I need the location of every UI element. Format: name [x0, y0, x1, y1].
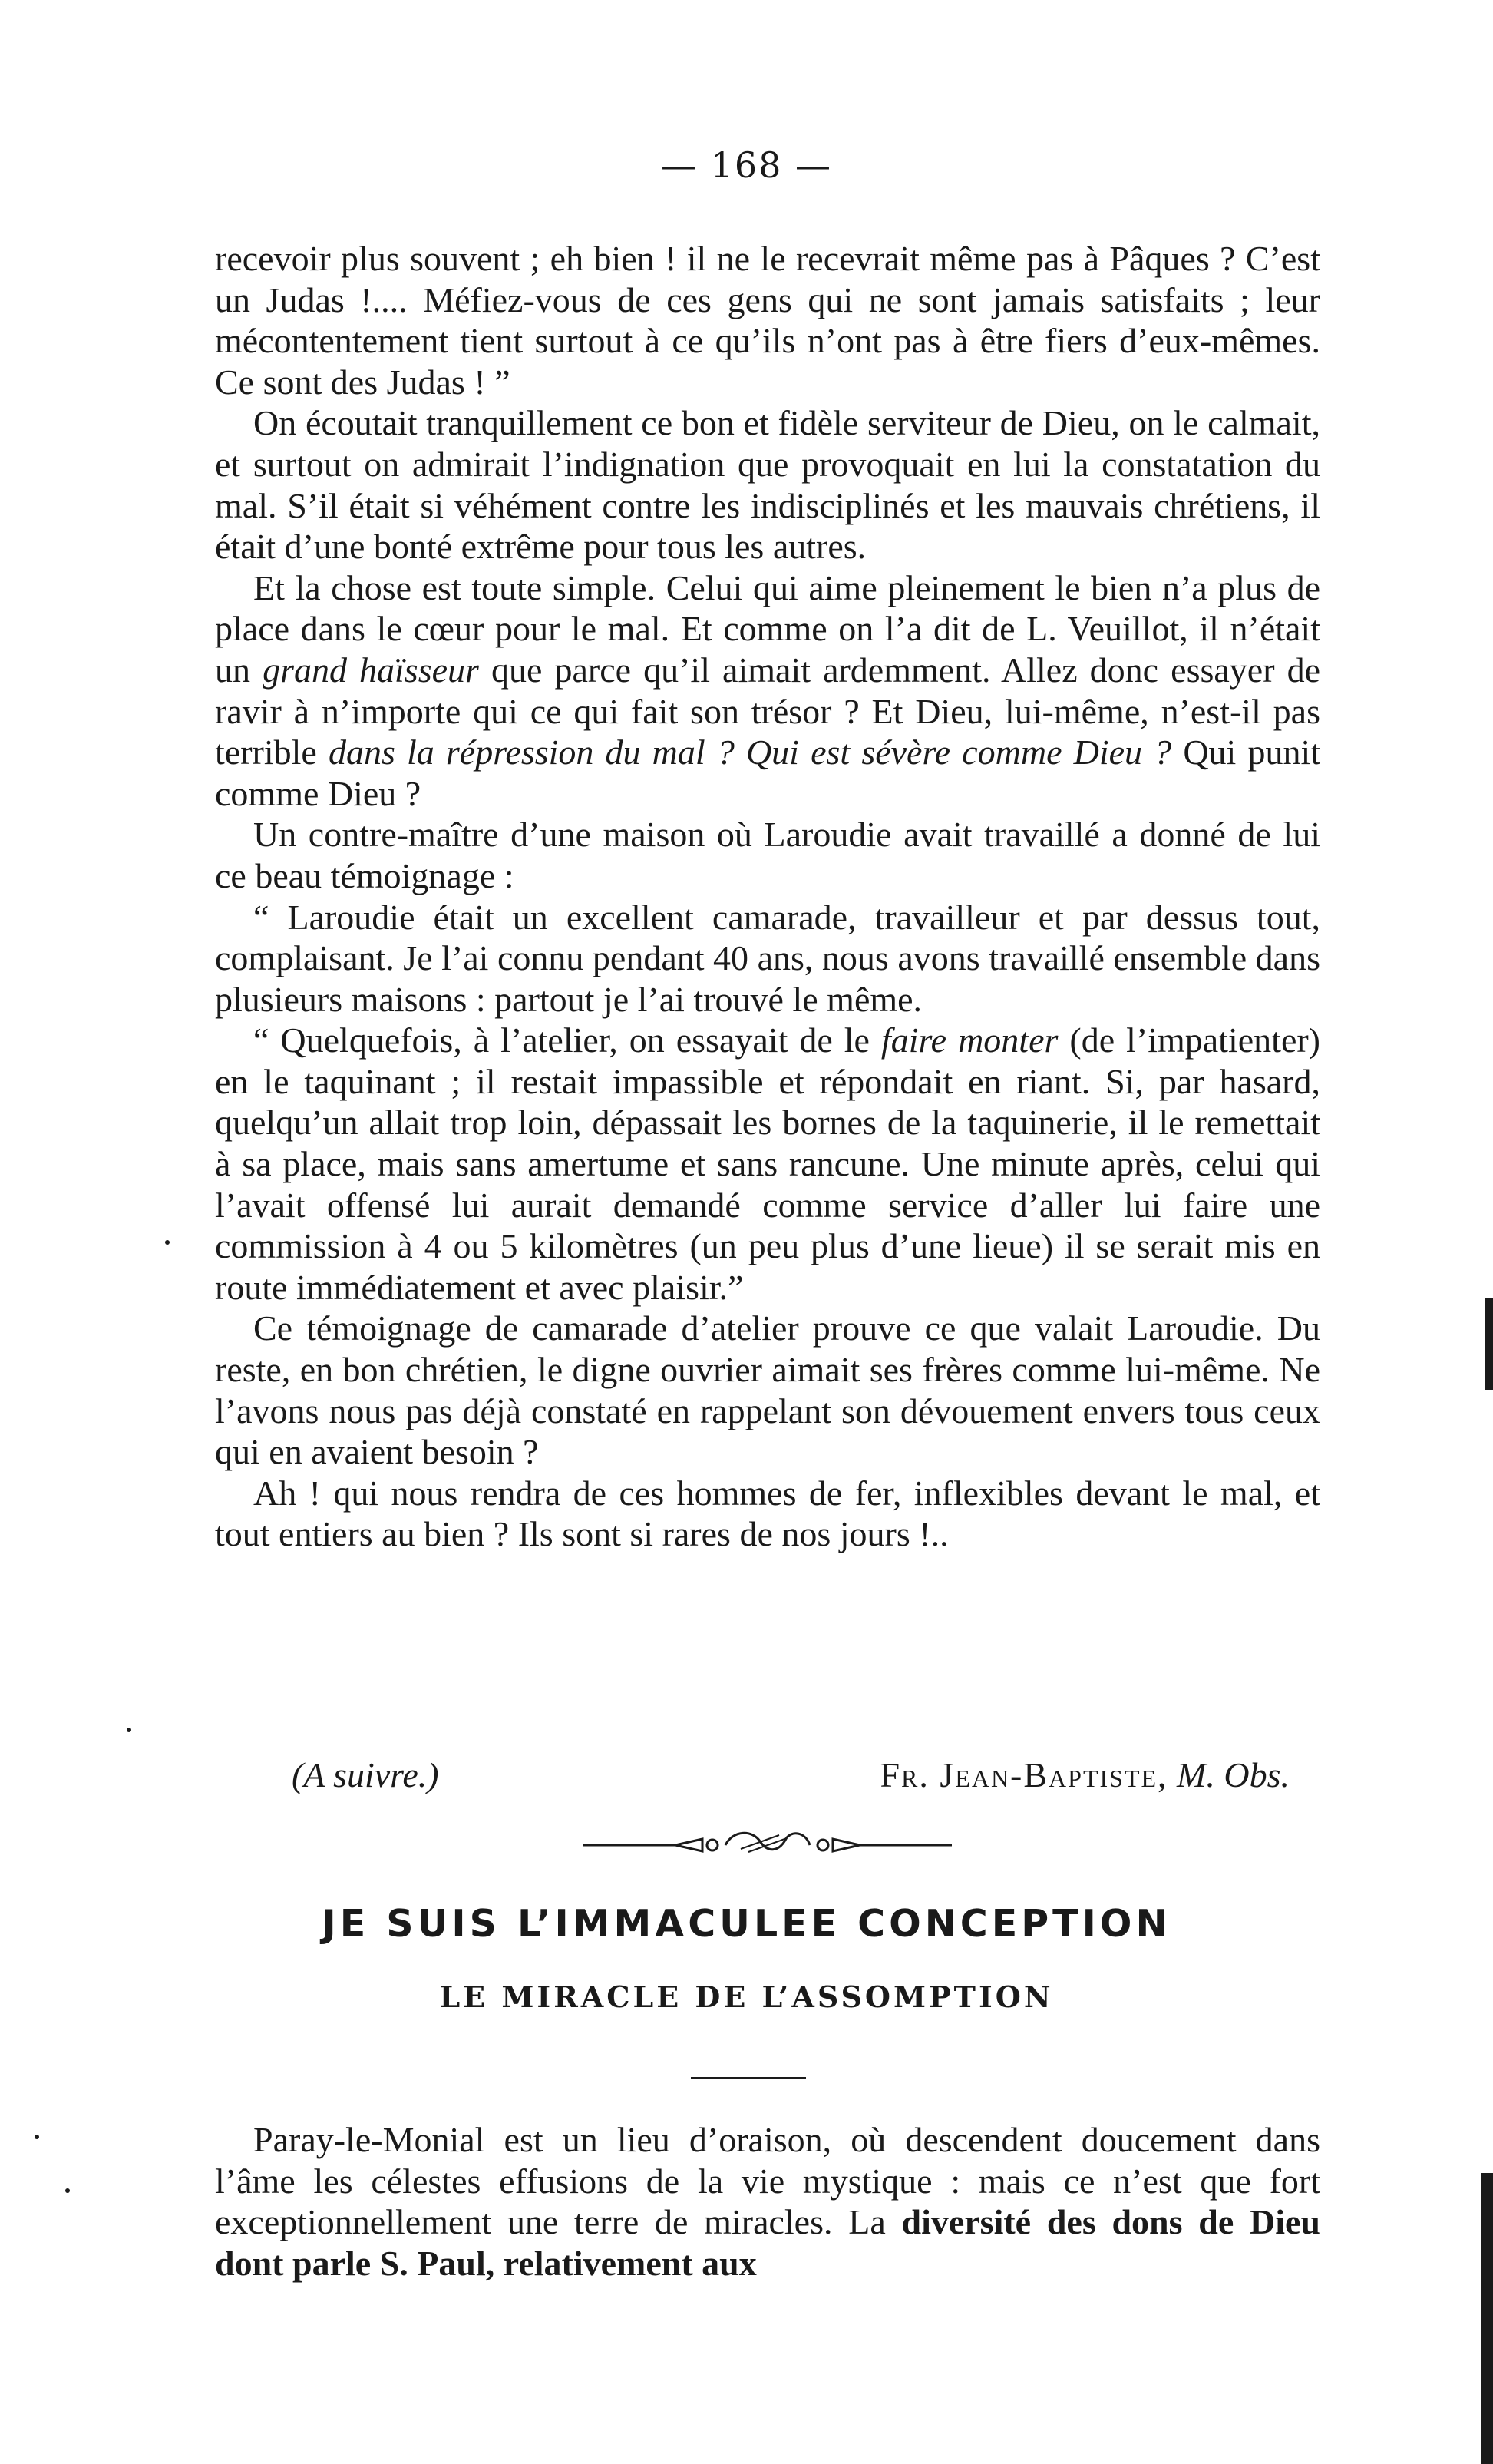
- paragraph-8: Ah ! qui nous rendra de ces hommes de fer, inflexibles devant le mal, et tout entiers au bien ? Ils sont si rares de nos jours !..: [215, 1473, 1320, 1554]
- article-title: JE SUIS L’IMMACULEE CONCEPTION: [322, 1902, 1171, 1946]
- right-edge-bar: [1481, 2173, 1493, 2464]
- margin-dot: [165, 1240, 170, 1245]
- decorative-divider-icon: [576, 1826, 960, 1864]
- page-number: — 168 —: [660, 144, 833, 186]
- paragraph-3-italic-2: dans la répression du mal ? Qui est sévère comme Dieu ?: [328, 733, 1172, 772]
- paragraph-6-quote: [215, 1020, 1320, 1308]
- paragraph-6-part-a: “ Quelquefois, à l’atelier, on essayait de le: [253, 1020, 881, 1060]
- paragraph-3-italic-1: grand haïsseur: [263, 650, 479, 690]
- paragraph-6-part-b: (de l’impatienter) en le taquinant ; il restait impassible et répondait en riant. Si, par hasard, quelqu’un allait trop loin, dépassait les bornes de la taquinerie, il le remettait à sa place, mais sans amertume et sans rancune. Une minute après, celui qui l’avait offensé lui aurait demandé comme service d’aller lui faire une commission à 4 ou 5 kilomètres (un peu plus d’une lieue) il se serait mis en route immédiatement et avec plaisir.”: [215, 1020, 1320, 1307]
- paragraph-3-part-c: Qui punit comme Dieu ?: [215, 733, 1321, 813]
- article-paragraph-1-bold: diversité des dons de Dieu dont parle S. Paul, relativement aux: [215, 2202, 1320, 2283]
- separator-rule: [691, 2077, 806, 2079]
- paragraph-7: Ce témoignage de camarade d’atelier prouve ce que valait Laroudie. Du reste, en bon chrétien, le digne ouvrier aimait ses frères comme lui-même. Ne l’avons nous pas déjà constaté en rappelant son dévouement envers tous ceux qui en avaient besoin ?: [215, 1308, 1320, 1472]
- signature-line: [292, 1755, 1290, 1801]
- author-signature: [880, 1755, 1290, 1795]
- paragraph-3-part-b: que parce qu’il aimait ardemment. Allez donc essayer de ravir à n’importe qui ce qui fait son trésor ? Et Dieu, lui-même, n’est-il pas terrible: [215, 650, 1320, 772]
- paragraph-5-quote: “ Laroudie était un excellent camarade, travailleur et par dessus tout, complaisant. Je l’ai connu pendant 40 ans, nous avons travaillé ensemble dans plusieurs maisons : partout je l’ai trouvé le même.: [215, 897, 1320, 1019]
- author-order: M. Obs.: [1177, 1755, 1290, 1794]
- paragraph-6-italic: faire monter: [880, 1020, 1059, 1060]
- paragraph-4: Un contre-maître d’une maison où Laroudie avait travaillé a donné de lui ce beau témoignage :: [215, 815, 1320, 895]
- right-edge-mark: [1485, 1298, 1493, 1390]
- paragraph-3: [215, 567, 1320, 815]
- article-subtitle: LE MIRACLE DE L’ASSOMPTION: [439, 1979, 1054, 2014]
- margin-dot: [35, 2135, 39, 2139]
- paragraph-2: On écoutait tranquillement ce bon et fidèle serviteur de Dieu, on le calmait, et surtout on admirait l’indignation que provoquait en lui la constatation du mal. S’il était si véhément contre les indisciplinés et les mauvais chrétiens, il était d’une bonté extrême pour tous les autres.: [215, 403, 1320, 567]
- paragraph-3-part-a: Et la chose est toute simple. Celui qui aime pleinement le bien n’a plus de place dans le cœur pour le mal. Et comme on l’a dit de L. Veuillot, il n’était un: [215, 567, 1320, 690]
- article-paragraph-1-normal: Paray-le-Monial est un lieu d’oraison, où descendent doucement dans l’âme les célestes effusions de la vie mystique : mais ce n’est que fort exceptionnellement une terre de miracles. La: [215, 2120, 1320, 2242]
- margin-dot: [127, 1728, 131, 1732]
- main-text-block: [215, 238, 1320, 1555]
- paragraph-1: recevoir plus souvent ; eh bien ! il ne le recevrait même pas à Pâques ? C’est un Judas !.... Méfiez-vous de ces gens qui ne sont jamais satisfaits ; leur mécontentement tient surtout à ce qu’ils n’ont pas à être fiers d’eux-mêmes. Ce sont des Judas ! ”: [215, 239, 1320, 402]
- article-paragraph-1: [215, 2119, 1320, 2284]
- margin-dot: [65, 2188, 70, 2193]
- author-name: Fr. Jean-Baptiste,: [880, 1755, 1168, 1794]
- to-be-continued-note: (A suivre.): [292, 1755, 439, 1794]
- article-text-block: [215, 2119, 1320, 2284]
